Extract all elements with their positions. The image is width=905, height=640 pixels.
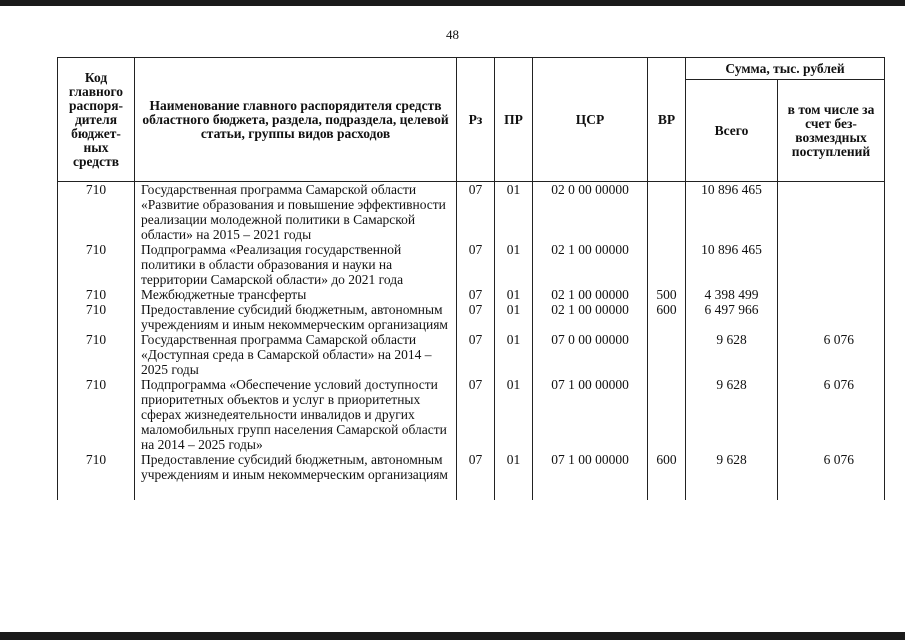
cell-vr [648, 377, 686, 452]
table-row [58, 287, 885, 302]
cell-rz: 07 [457, 452, 495, 500]
cell-name: Межбюджетные трансферты [135, 287, 457, 302]
cell-code: 710 [58, 377, 135, 452]
cell-gratis: 6 076 [778, 452, 885, 500]
budget-table [57, 57, 885, 500]
header-sum: Сумма, тыс. рублей [686, 58, 885, 80]
cell-rz: 07 [457, 377, 495, 452]
cell-gratis: 6 076 [778, 332, 885, 377]
cell-code: 710 [58, 332, 135, 377]
header-rz: Рз [457, 58, 495, 182]
cell-gratis [778, 182, 885, 243]
cell-pr: 01 [495, 452, 533, 500]
header-csr: ЦСР [533, 58, 648, 182]
cell-total: 10 896 465 [686, 182, 778, 243]
cell-pr: 01 [495, 332, 533, 377]
table-body [58, 182, 885, 501]
header-vr: ВР [648, 58, 686, 182]
cell-code: 710 [58, 302, 135, 332]
cell-rz: 07 [457, 182, 495, 243]
cell-pr: 01 [495, 302, 533, 332]
header-pr: ПР [495, 58, 533, 182]
cell-vr: 600 [648, 302, 686, 332]
page-number: 48 [446, 27, 459, 42]
cell-rz: 07 [457, 242, 495, 287]
cell-csr: 07 0 00 00000 [533, 332, 648, 377]
bottom-border-bar [0, 632, 905, 640]
top-border-bar [0, 0, 905, 6]
cell-csr: 02 1 00 00000 [533, 242, 648, 287]
cell-name: Подпрограмма «Обеспечение условий доступности приоритетных объектов и услуг в приоритетных сферах жизнедеятельности инвалидов и других маломобильных групп населения Самарской области на 2014 – 2025 годы» [135, 377, 457, 452]
header-total: Всего [686, 80, 778, 182]
cell-pr: 01 [495, 242, 533, 287]
cell-name: Подпрограмма «Реализация государственной политики в области образования и науки на территории Самарской области» до 2021 года [135, 242, 457, 287]
cell-code: 710 [58, 452, 135, 500]
cell-vr [648, 332, 686, 377]
table-header [58, 58, 885, 182]
cell-csr: 07 1 00 00000 [533, 377, 648, 452]
cell-name: Государственная программа Самарской области «Доступная среда в Самарской области» на 2014 – 2025 годы [135, 332, 457, 377]
cell-pr: 01 [495, 377, 533, 452]
header-gratis: в том числе за счет без-возмездных поступлений [778, 80, 885, 182]
cell-csr: 02 1 00 00000 [533, 287, 648, 302]
cell-pr: 01 [495, 287, 533, 302]
cell-name: Предоставление субсидий бюджетным, автономным учреждениям и иным некоммерческим организациям [135, 452, 457, 500]
cell-vr [648, 182, 686, 243]
cell-code: 710 [58, 287, 135, 302]
cell-total: 9 628 [686, 377, 778, 452]
cell-csr: 02 1 00 00000 [533, 302, 648, 332]
cell-code: 710 [58, 182, 135, 243]
cell-gratis: 6 076 [778, 377, 885, 452]
cell-vr [648, 242, 686, 287]
cell-name: Государственная программа Самарской области «Развитие образования и повышение эффективности реализации молодежной политики в Самарской области» на 2015 – 2021 годы [135, 182, 457, 243]
cell-code: 710 [58, 242, 135, 287]
cell-total: 4 398 499 [686, 287, 778, 302]
cell-vr: 600 [648, 452, 686, 500]
cell-vr: 500 [648, 287, 686, 302]
table-row [58, 302, 885, 332]
table-row [58, 332, 885, 377]
header-name: Наименование главного распорядителя средств областного бюджета, раздела, подраздела, целевой статьи, группы видов расходов [135, 58, 457, 182]
cell-rz: 07 [457, 302, 495, 332]
table-row [58, 242, 885, 287]
cell-total: 10 896 465 [686, 242, 778, 287]
table-row [58, 452, 885, 500]
cell-rz: 07 [457, 332, 495, 377]
cell-gratis [778, 242, 885, 287]
cell-total: 9 628 [686, 332, 778, 377]
cell-gratis [778, 287, 885, 302]
cell-total: 9 628 [686, 452, 778, 500]
cell-rz: 07 [457, 287, 495, 302]
header-code: Код главного распоря-дителя бюджет-ных средств [58, 58, 135, 182]
cell-pr: 01 [495, 182, 533, 243]
cell-total: 6 497 966 [686, 302, 778, 332]
table-row [58, 182, 885, 243]
cell-gratis [778, 302, 885, 332]
cell-name: Предоставление субсидий бюджетным, автономным учреждениям и иным некоммерческим организациям [135, 302, 457, 332]
cell-csr: 07 1 00 00000 [533, 452, 648, 500]
cell-csr: 02 0 00 00000 [533, 182, 648, 243]
table-row [58, 377, 885, 452]
